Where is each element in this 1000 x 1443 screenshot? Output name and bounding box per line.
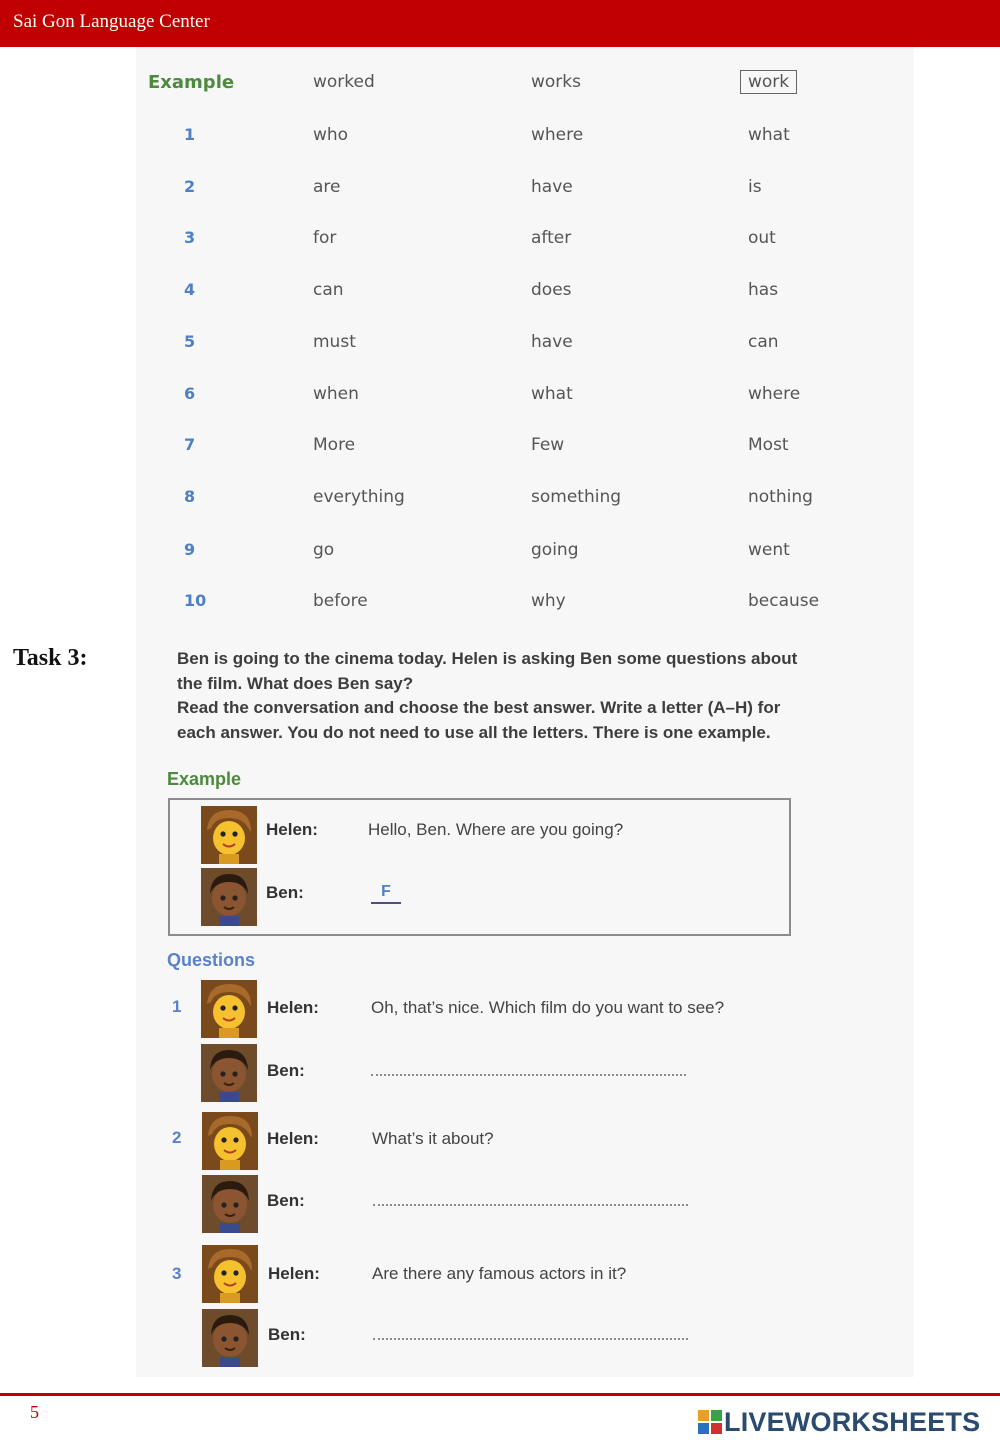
task-instructions <box>177 647 887 745</box>
example-answer: F <box>371 883 401 904</box>
word-table-row <box>0 540 1000 570</box>
speaker-ben: Ben: <box>268 1325 306 1344</box>
option-c[interactable]: Most <box>748 435 789 455</box>
helen-avatar-icon <box>201 806 257 864</box>
selected-answer-box: work <box>740 70 797 94</box>
option-a: worked <box>313 72 375 92</box>
option-b[interactable]: what <box>531 384 573 404</box>
liveworksheets-logo[interactable] <box>698 1405 980 1439</box>
row-number: 6 <box>184 384 196 403</box>
ben-avatar-icon <box>201 868 257 926</box>
row-number: 10 <box>184 591 207 610</box>
option-c[interactable]: went <box>748 540 790 560</box>
word-table-row <box>0 280 1000 310</box>
speaker-ben: Ben: <box>267 1191 305 1210</box>
option-a[interactable]: before <box>313 591 368 611</box>
liveworksheets-icon <box>698 1410 722 1434</box>
word-table-row <box>0 332 1000 362</box>
example-heading: Example <box>167 769 242 789</box>
option-a[interactable]: must <box>313 332 356 352</box>
footer-divider <box>0 1393 1000 1396</box>
option-b[interactable]: going <box>531 540 579 560</box>
helen-line: Oh, that’s nice. Which film do you want to see? <box>371 998 725 1017</box>
helen-line: Hello, Ben. Where are you going? <box>368 820 624 839</box>
option-a[interactable]: everything <box>313 487 405 507</box>
brand-name: LIVEWORKSHEETS <box>724 1406 981 1437</box>
option-b[interactable]: have <box>531 177 573 197</box>
header-title: Sai Gon Language Center <box>13 11 210 32</box>
answer-input-3[interactable] <box>373 1334 688 1340</box>
row-number: 1 <box>184 125 196 144</box>
option-c[interactable]: out <box>748 228 776 248</box>
word-table-row <box>0 591 1000 621</box>
example-label: Example <box>148 72 235 93</box>
option-b[interactable]: have <box>531 332 573 352</box>
option-c <box>748 72 797 92</box>
option-a[interactable]: can <box>313 280 344 300</box>
option-c[interactable]: can <box>748 332 779 352</box>
page-number: 5 <box>30 1402 39 1422</box>
helen-avatar-icon <box>202 1245 258 1303</box>
word-table-row <box>0 487 1000 517</box>
option-a[interactable]: when <box>313 384 359 404</box>
option-b[interactable]: Few <box>531 435 565 455</box>
option-a[interactable]: who <box>313 125 349 145</box>
option-c[interactable]: because <box>748 591 820 611</box>
ben-avatar-icon <box>202 1309 258 1367</box>
option-c[interactable]: nothing <box>748 487 813 507</box>
speaker-helen: Helen: <box>266 820 318 839</box>
option-b[interactable]: after <box>531 228 572 248</box>
speaker-helen: Helen: <box>267 1129 319 1148</box>
instruction-line: the film. What does Ben say? <box>177 673 414 693</box>
instruction-line: each answer. You do not need to use all the letters. There is one example. <box>177 722 771 742</box>
questions-heading: Questions <box>167 950 256 970</box>
question-number: 1 <box>172 997 182 1016</box>
option-a[interactable]: More <box>313 435 356 455</box>
word-table-row <box>0 435 1000 465</box>
task-label: Task 3: <box>13 645 88 671</box>
question-number: 3 <box>172 1264 182 1283</box>
option-c[interactable]: where <box>748 384 801 404</box>
word-table-example-row <box>0 72 1000 102</box>
answer-input-2[interactable] <box>373 1200 688 1206</box>
option-b[interactable]: where <box>531 125 584 145</box>
option-b: works <box>531 72 581 92</box>
header-bar <box>0 0 1000 47</box>
helen-avatar-icon <box>202 1112 258 1170</box>
instruction-line: Ben is going to the cinema today. Helen is asking Ben some questions about <box>177 649 798 668</box>
option-a[interactable]: are <box>313 177 341 197</box>
option-c[interactable]: has <box>748 280 779 300</box>
helen-line: Are there any famous actors in it? <box>372 1264 627 1283</box>
example-box <box>168 798 791 936</box>
row-number: 8 <box>184 487 196 506</box>
row-number: 3 <box>184 228 196 247</box>
option-c[interactable]: is <box>748 177 762 197</box>
option-a[interactable]: go <box>313 540 335 560</box>
row-number: 5 <box>184 332 196 351</box>
speaker-ben: Ben: <box>266 883 304 902</box>
answer-input-1[interactable] <box>371 1070 686 1076</box>
word-table-row <box>0 228 1000 258</box>
word-table-row <box>0 384 1000 414</box>
helen-avatar-icon <box>201 980 257 1038</box>
word-table-row <box>0 125 1000 155</box>
question-number: 2 <box>172 1128 182 1147</box>
option-a[interactable]: for <box>313 228 337 248</box>
row-number: 4 <box>184 280 196 299</box>
option-c[interactable]: what <box>748 125 790 145</box>
helen-line: What’s it about? <box>372 1129 494 1148</box>
word-table-row <box>0 177 1000 207</box>
option-b[interactable]: something <box>531 487 622 507</box>
option-b[interactable]: why <box>531 591 566 611</box>
row-number: 7 <box>184 435 196 454</box>
row-number: 9 <box>184 540 196 559</box>
row-number: 2 <box>184 177 196 196</box>
speaker-helen: Helen: <box>268 1264 320 1283</box>
ben-avatar-icon <box>202 1175 258 1233</box>
speaker-helen: Helen: <box>267 998 319 1017</box>
option-b[interactable]: does <box>531 280 572 300</box>
speaker-ben: Ben: <box>267 1061 305 1080</box>
ben-avatar-icon <box>201 1044 257 1102</box>
instruction-line: Read the conversation and choose the best answer. Write a letter (A–H) for <box>177 698 781 717</box>
